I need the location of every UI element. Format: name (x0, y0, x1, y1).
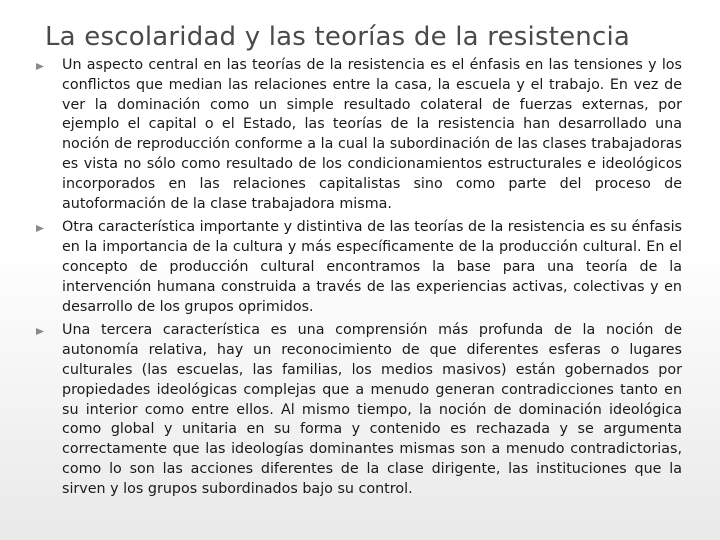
bullet-text: Una tercera característica es una comprensión más profunda de la noción de autonomía relativa, hay un reconocimiento de que diferentes esferas o lugares culturales (las escuelas, las familias, los medios masivos) están gobernados por propiedades ideológicas complejas que a menudo generan contradicciones tanto en su interior como entre ellos. Al mismo tiempo, la noción de dominación ideológica como global y unitaria en su forma y contenido es rechazada y se argumenta correctamente que las ideologías dominantes mismas son a menudo contradictorias, como lo son las acciones diferentes de la clase dirigente, las instituciones que la sirven y los grupos subordinados bajo su control. (62, 322, 682, 497)
bullet-item (36, 321, 682, 499)
bullet-text: Otra característica importante y distintiva de las teorías de la resistencia es su énfasis en la importancia de la cultura y más específicamente de la producción cultural. En el concepto de producción cultural encontramos la base para una teoría de la intervención humana construida a través de las experiencias activas, colectivas y en desarrollo de los grupos oprimidos. (62, 219, 682, 315)
bullet-item (36, 218, 682, 317)
bullet-list (36, 56, 682, 504)
slide-title: La escolaridad y las teorías de la resistencia (45, 22, 631, 52)
bullet-item (36, 56, 682, 214)
bullet-icon (36, 225, 44, 232)
bullet-text: Un aspecto central en las teorías de la resistencia es el énfasis en las tensiones y los conflictos que median las relaciones entre la casa, la escuela y el trabajo. En vez de ver la dominación como un simple resultado colateral de fuerzas externas, por ejemplo el capital o el Estado, las teorías de la resistencia han desarrollado una noción de reproducción conforme a la cual la subordinación de las clases trabajadoras es vista no sólo como resultado de los condicionamientos estructurales e ideológicos incorporados en las relaciones capitalistas sino como parte del proceso de autoformación de la clase trabajadora misma. (62, 57, 682, 212)
bullet-icon (36, 328, 44, 335)
bullet-icon (36, 63, 44, 70)
